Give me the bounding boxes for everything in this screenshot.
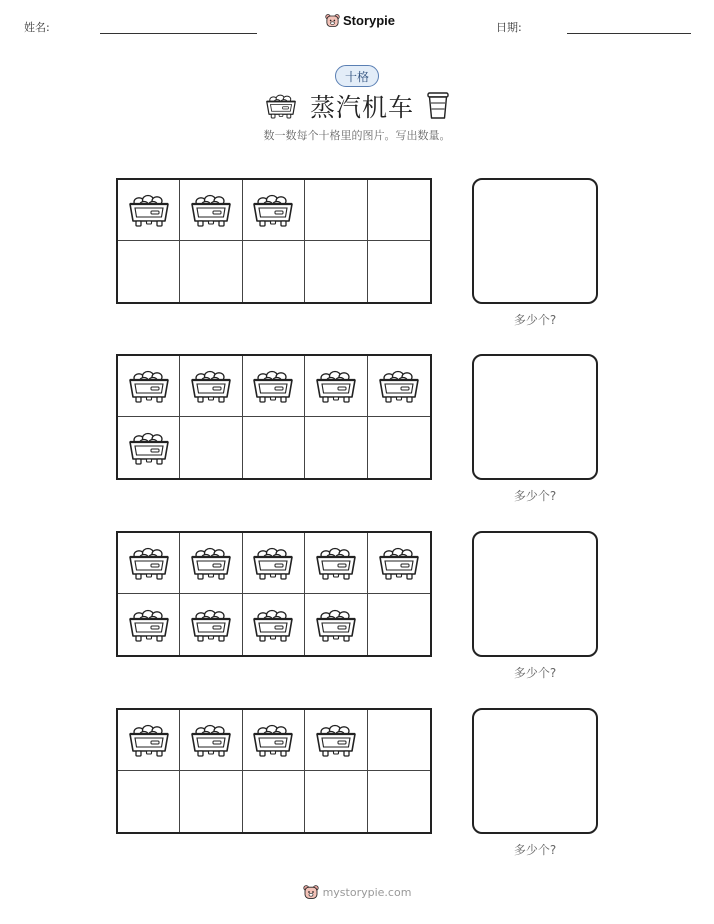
coal-cart-icon xyxy=(251,366,295,406)
ten-frame-cell xyxy=(243,533,305,594)
ten-frame-cell xyxy=(368,356,430,417)
coal-cart-icon xyxy=(251,543,295,583)
ten-frame-cell xyxy=(180,533,242,594)
coal-cart-icon xyxy=(189,605,233,645)
answer-box[interactable] xyxy=(472,178,598,304)
ten-frame-cell xyxy=(118,417,180,478)
ten-frame-cell xyxy=(180,710,242,771)
brand-name: Storypie xyxy=(343,13,396,28)
coal-cart-icon xyxy=(189,366,233,406)
how-many-label: 多少个? xyxy=(513,489,557,503)
bear-logo-icon xyxy=(303,884,319,900)
coal-cart-icon xyxy=(314,543,358,583)
ten-frame-cell xyxy=(118,771,180,832)
ten-frame-cell xyxy=(368,417,430,478)
ten-frame-cell xyxy=(180,356,242,417)
coal-cart-icon xyxy=(127,543,171,583)
coal-cart-icon xyxy=(251,190,295,230)
ten-frame-cell xyxy=(118,533,180,594)
coal-cart-icon xyxy=(377,543,421,583)
ten-frame-cell xyxy=(180,180,242,241)
name-label: 姓名: xyxy=(24,21,50,34)
date-line[interactable] xyxy=(567,33,691,34)
ten-frame-cell xyxy=(368,710,430,771)
ten-frame-cell xyxy=(243,241,305,302)
coal-cart-icon xyxy=(127,605,171,645)
coal-cart-icon xyxy=(127,366,171,406)
ten-frame xyxy=(116,178,432,304)
ten-frame-cell xyxy=(305,594,367,655)
title-row xyxy=(0,88,714,124)
ten-frame-cell xyxy=(305,771,367,832)
ten-frame-cell xyxy=(118,356,180,417)
ten-frame-cell xyxy=(368,241,430,302)
ten-frame-cell xyxy=(368,533,430,594)
ten-frame-cell xyxy=(243,710,305,771)
ten-frame-cell xyxy=(118,594,180,655)
ten-frame-cell xyxy=(180,417,242,478)
ten-frame-cell xyxy=(118,180,180,241)
brand-logo xyxy=(325,13,395,28)
coal-cart-icon xyxy=(251,720,295,760)
how-many-label: 多少个? xyxy=(513,666,557,680)
how-many-label: 多少个? xyxy=(513,313,557,327)
footer xyxy=(0,884,714,900)
coal-cart-icon xyxy=(189,720,233,760)
footer-url[interactable]: mystorypie.com xyxy=(322,885,412,899)
name-line[interactable] xyxy=(100,33,257,34)
ten-frame-cell xyxy=(305,710,367,771)
coal-cart-icon xyxy=(314,605,358,645)
ten-frame-cell xyxy=(243,180,305,241)
coal-cart-icon xyxy=(314,366,358,406)
ten-frame-cell xyxy=(305,356,367,417)
ten-frame-cell xyxy=(368,180,430,241)
how-many-label: 多少个? xyxy=(513,843,557,857)
ten-frame-cell xyxy=(180,771,242,832)
answer-box[interactable] xyxy=(472,354,598,480)
ten-frame xyxy=(116,708,432,834)
coal-cart-icon xyxy=(127,428,171,468)
ten-frame-cell xyxy=(305,180,367,241)
ten-frame-cell xyxy=(243,417,305,478)
ten-frame-cell xyxy=(118,241,180,302)
page-title: 蒸汽机车 xyxy=(309,93,414,122)
answer-box[interactable] xyxy=(472,531,598,657)
instructions: 数一数每个十格里的图片。写出数量。 xyxy=(263,129,451,142)
coal-cart-icon xyxy=(314,720,358,760)
answer-box[interactable] xyxy=(472,708,598,834)
topic-tag: 十格 xyxy=(335,65,379,87)
ten-frame-cell xyxy=(368,771,430,832)
ten-frame xyxy=(116,354,432,480)
coal-cart-icon xyxy=(127,720,171,760)
coal-cart-icon xyxy=(127,190,171,230)
ten-frame-cell xyxy=(180,241,242,302)
ten-frame-cell xyxy=(368,594,430,655)
coal-cart-icon xyxy=(251,605,295,645)
ten-frame-cell xyxy=(243,594,305,655)
ten-frame-cell xyxy=(243,771,305,832)
coal-cart-icon xyxy=(189,190,233,230)
bear-logo-icon xyxy=(325,13,340,28)
ten-frame-cell xyxy=(180,594,242,655)
date-label: 日期: xyxy=(496,21,522,34)
ten-frame-cell xyxy=(305,241,367,302)
ten-frame-cell xyxy=(118,710,180,771)
coal-cart-icon xyxy=(264,91,298,121)
ten-frame-cell xyxy=(243,356,305,417)
cup-icon xyxy=(426,91,450,121)
coal-cart-icon xyxy=(377,366,421,406)
ten-frame-cell xyxy=(305,533,367,594)
coal-cart-icon xyxy=(189,543,233,583)
ten-frame-cell xyxy=(305,417,367,478)
ten-frame xyxy=(116,531,432,657)
